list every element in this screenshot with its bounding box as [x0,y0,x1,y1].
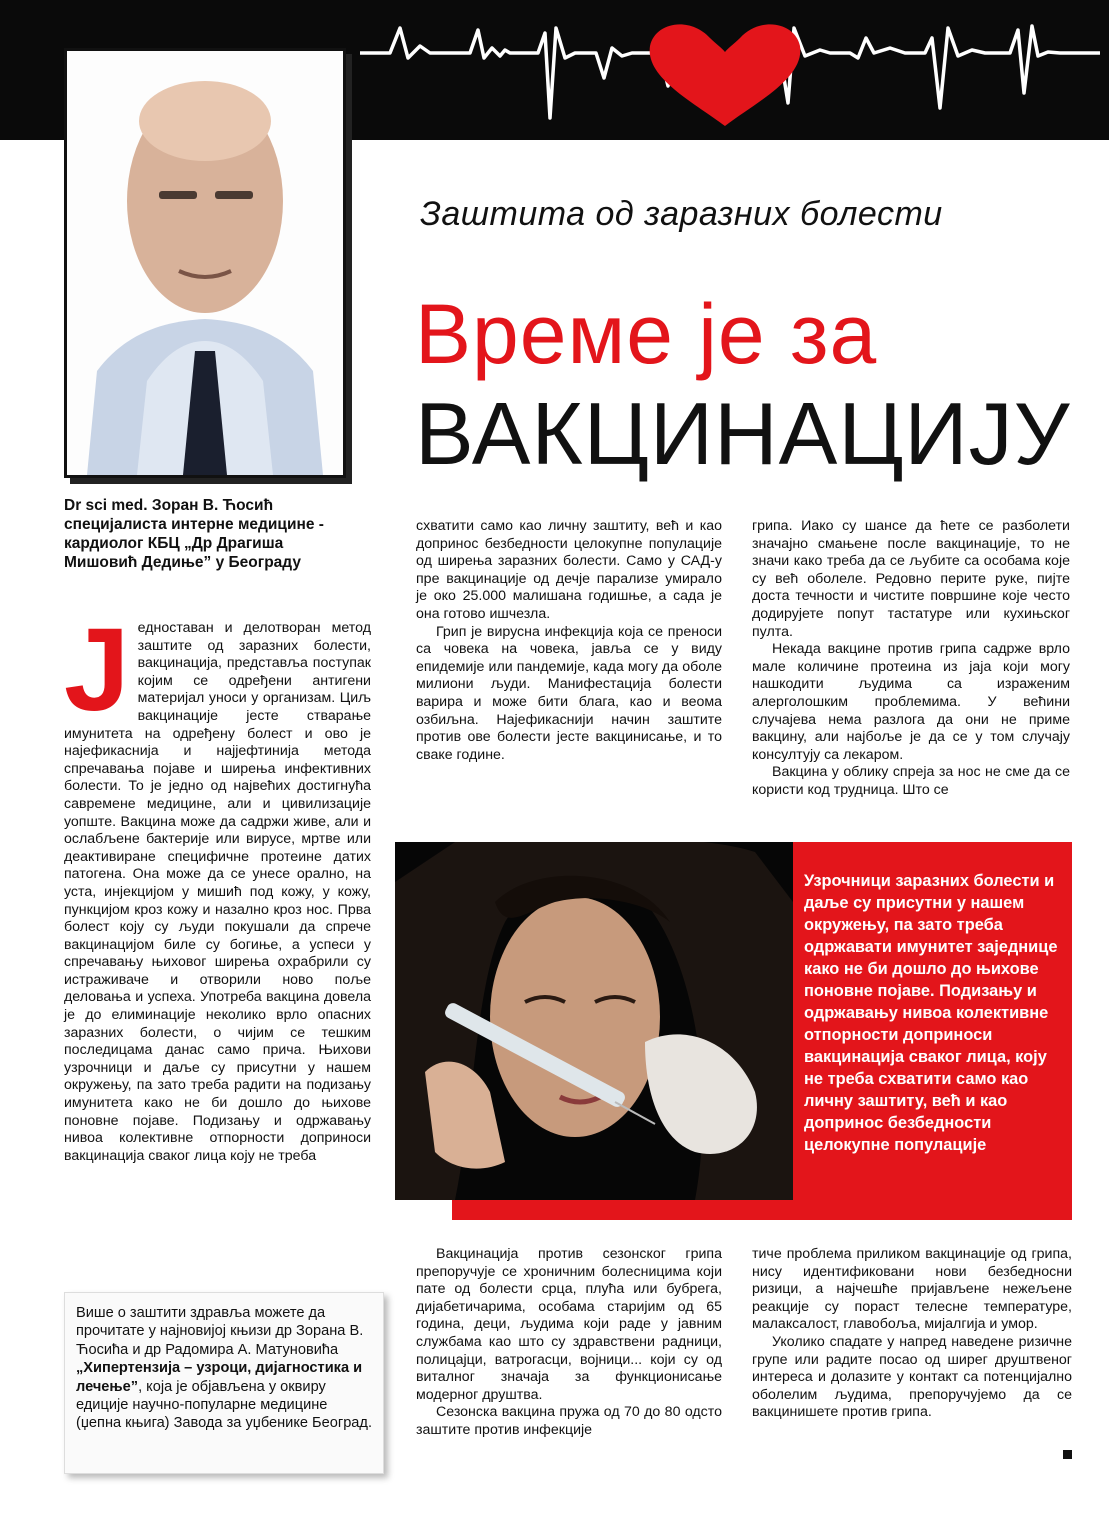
article-paragraph: схватити само као личну заштиту, већ и као допринос безбедности целокупне популације од ширења заразних болести. Само у САД-у пре вакцинације од дечје парализе умирало је око 25.000 малишана годишње, а сада је она готово ишчезла. [416,518,722,622]
author-role-line-2: кардиолог КБЦ „Др Драгиша [64,535,284,552]
author-caption [64,496,364,572]
article-paragraph: Грип је вирусна инфекција која се преноси са човека на човека, јавља се у виду епидемије или пандемије, када могу да оболе милиони људи. Манифестација болести варира и може бити блага, као и веома озбиљна. Најефикаснији начин заштите против ове болести јесте вакцинисање, и то сваке године. [416,623,722,763]
article-column-2 [416,518,722,764]
article-column-1 [64,604,371,1165]
author-portrait [64,48,346,478]
article-paragraph: едноставан и делотворан метод заштите од заразних болести, вакцинација, представља поступак којим се одређени антигени материјал уноси у организам. Циљ вакцинације јесте стварање имунитета на одређену болест и ово је најефикаснија и најјефтинија метода спречавања појаве и ширења инфективних болести. То је једно од највећих достигнућа савремене медицине, али и цивилизације уопште. Вакцина може да садржи живе, али и ослабљене бактерије или вирусе, мртве или деактивиране специфичне протеине датих патогена. Она може да се унесе орално, на уста, инјекцијом у мишић под кожу, у кожу, пункцијом кроз кожу и назално кроз нос. Прва болест коју су људи покушали да спрече вакцинацијом биле су богиње, а успеси у спречавању њиховог ширења охрабрили су истраживаче и отворили ново поље деловања и успеха. Употреба вакцина довела је до елиминације неколико врло опасних заразних болести, о чијим се тешким последицама данас само прича. Њихови узрочници и даље су присутни у нашем окружењу, па зато треба радити на подизању имунитета како не би дошло до њихове поновне појаве. Подизању и одржавању нивоа колективне отпорности доприноси вакцинација сваког лица коју не треба [64,620,371,1164]
article-paragraph: грипа. Иако су шансе да ћете се разболети значајно смањене после вакцинације, то не значи како треба да се љубите са особама које су већ оболеле. Редовно перите руке, пијте доста течности и чистите површине које често додирујете попут тастатуре или кухињског пулта. [752,518,1070,640]
vaccination-photo [395,842,793,1200]
book-promo-text [76,1304,372,1433]
article-subtitle: Заштита од заразних болести [420,195,943,233]
article-column-2-bottom [416,1246,722,1440]
book-title: „Хипертензија – узроци, дијагностика и лечење” [76,1360,363,1395]
article-paragraph: Некада вакцине против грипа садрже врло мале количине протеина из јаја који могу нашкодити људима са израженим алерголошким проблемима. У већини случајева нема разлога да они не приме вакцину, али најбоље је да се у том случају консултују са лекаром. [752,641,1070,763]
author-name: Dr sci med. Зоран В. Ћосић [64,497,274,514]
drop-cap: Ј [64,604,130,736]
end-mark-icon [1063,1450,1072,1459]
article-paragraph: Уколико спадате у напред наведене ризичне групе или радите посао од ширег друштвеног интереса и долазите у контакт са потенцијално оболелим људима, препоручујемо да се вакцинишете против грипа. [752,1333,1072,1421]
article-paragraph: Сезонска вакцина пружа од 70 до 80 одсто заштите против инфекције [416,1404,722,1438]
article-paragraph: тиче проблема приликом вакцинације од грипа, нису идентификовани нови безбедносни ризици, а најчешће пријављене нежељене реакције су пораст телесне температуре, малаксалост, главобоља, мијалгија и умор. [752,1246,1072,1333]
ecg-line-icon [360,8,1100,133]
article-paragraph: Вакцинација против сезонског грипа препоручује се хроничним болесницима који пате од болести срца, плућа или бубрега, дијабетичарима, особама старијим од 65 година, деци, људима који раде у јавним службама као што су здравствени радници, полицајци, ватрогасци, војници... који су од виталног значаја за функционисање модерног друштва. [416,1246,722,1403]
book-promo-outro: , која је објављена у оквиру едиције научно-популарне медицине (џепна књига) Завода за уџбенике Београд. [76,1378,372,1432]
heart-icon [650,24,801,126]
author-role-line-3: Мишовић Дедиње” у Београду [64,554,301,571]
headline-line-1: Време је за [415,287,878,381]
article-paragraph: Вакцина у облику спреја за нос не сме да се користи код трудница. Што се [752,764,1070,798]
book-promo-intro: Више о заштити здравља можете да прочитате у најновијој књизи др Зорана В. Ћосића и др Радомира А. Матуновића [76,1305,364,1358]
author-role-line-1: специјалиста интерне медицине - [64,516,324,533]
article-column-3-bottom [752,1246,1072,1422]
headline-line-2: ВАКЦИНАЦИЈУ [415,384,1071,483]
article-column-3 [752,518,1070,800]
callout-text: Узрочници заразних болести и даље су присутни у нашем окружењу, па зато треба одржавати имунитет заједнице како не би дошло до њихове поновне појаве. Подизању и одржавању нивоа колективне отпорности доприноси вакцинација сваког лица, коју не треба схватити само као личну заштиту, већ и као допринос безбедности целокупне популације [804,872,1058,1154]
